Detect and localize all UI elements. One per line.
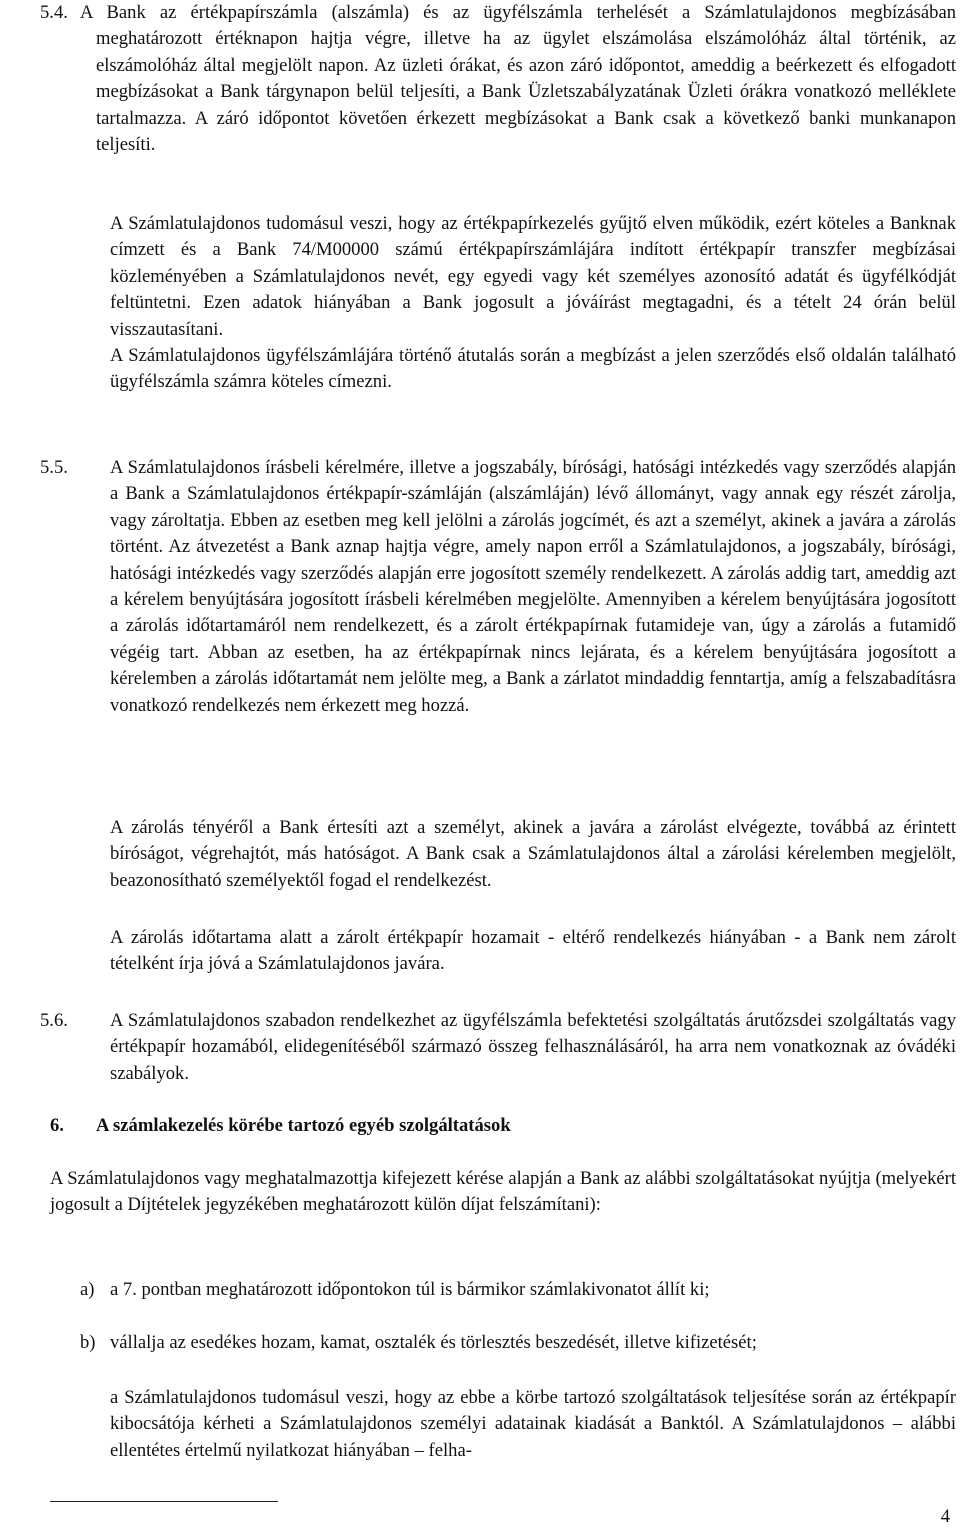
- section-6-continuation: [0, 1385, 960, 1464]
- list-item: [0, 1277, 960, 1303]
- section-number: 6.: [50, 1115, 64, 1136]
- paragraph: A Számlatulajdonos ügyfélszámlájára történő átutalás során a megbízást a jelen szerződés első oldalán található ügyfélszámla számra köteles címezni.: [110, 345, 956, 393]
- section-title: A számlakezelés körébe tartozó egyéb szolgáltatások: [96, 1115, 511, 1136]
- section-5-5: [0, 455, 960, 719]
- list-item-text: a 7. pontban meghatározott időpontokon túl is bármikor számlakivonatot állít ki;: [110, 1279, 710, 1300]
- section-6-intro: [0, 1166, 960, 1219]
- section-number: 5.4.: [40, 2, 68, 23]
- paragraph: A Számlatulajdonos szabadon rendelkezhet az ügyfélszámla befektetési szolgáltatás árutőzsdei szolgáltatás vagy értékpapír hozamából, elidegenítéséből származó összeg felhasználásáról, ha arra nem vonatkoznak az óvádéki szabályok.: [110, 1010, 956, 1084]
- section-number: 5.5.: [40, 457, 68, 478]
- section-5-5-para-2: [0, 815, 960, 894]
- paragraph: A Számlatulajdonos vagy meghatalmazottja kifejezett kérése alapján a Bank az alábbi szolgáltatásokat nyújtja (melyekért jogosult a Díjtételek jegyzékében meghatározott külön díjat felszámítani):: [50, 1168, 956, 1216]
- list-item-text: vállalja az esedékes hozam, kamat, osztalék és törlesztés beszedését, illetve kifizetését;: [110, 1332, 757, 1353]
- paragraph: A zárolás tényéről a Bank értesíti azt a személyt, akinek a javára a zárolást elvégezte, továbbá az érintett bíróságot, végrehajtót, más hatóságot. A Bank csak a Számlatulajdonos által a zárolási kérelemben megjelölt, beazonosítható személyektől fogad el rendelkezést.: [110, 817, 956, 891]
- section-5-4-para-2: [0, 211, 960, 343]
- paragraph: a Számlatulajdonos tudomásul veszi, hogy az ebbe a körbe tartozó szolgáltatások teljesítése során az értékpapír kibocsátója kérheti a Számlatulajdonos személyi adatainak kiadását a Banktól. A Számlatulajdonos – alábbi ellentétes értelmű nyilatkozat hiányában – felha-: [110, 1387, 956, 1461]
- list-item: [0, 1330, 960, 1356]
- paragraph: A zárolás időtartama alatt a zárolt értékpapír hozamait - eltérő rendelkezés hiányában - a Bank nem zárolt tételként írja jóvá a Számlatulajdonos javára.: [110, 927, 956, 975]
- section-5-5-para-3: [0, 925, 960, 978]
- section-number: 5.6.: [40, 1010, 68, 1031]
- paragraph: A Számlatulajdonos írásbeli kérelmére, illetve a jogszabály, bírósági, hatósági intézkedés vagy szerződés alapján a Bank a Számlatulajdonos értékpapír-számláján (alszámláján) lévő állományt, vagy annak egy részét zárolja, vagy zároltatja. Ebben az esetben meg kell jelölni a zárolás jogcímét, és azt a személyt, akinek a javára a zárolás történt. Az átvezetést a Bank aznap hajtja végre, amely napon erről a Számlatulajdonos, a jogszabály, bírósági, hatósági intézkedés vagy szerződés alapján erre jogosított személy rendelkezett. A zárolás addig tart, ameddig azt a kérelem benyújtására jogosított írásbeli kérelmében megjelölte. Amennyiben a kérelem benyújtására jogosított a zárolás időtartamáról nem rendelkezett, és a zárolt értékpapírnak futamideje van, úgy a zárolás a futamidő végéig tart. Abban az esetben, ha az értékpapírnak nincs lejárata, és a kérelem benyújtására jogosított a kérelemben a zárolás időtartamát nem jelölte meg, a Bank a zárlatot mindaddig fenntartja, amíg a felszabadításra vonatkozó rendelkezés nem érkezett meg hozzá.: [110, 457, 956, 716]
- list-item-label: b): [80, 1332, 96, 1353]
- list-item-label: a): [80, 1279, 95, 1300]
- paragraph: A Bank az értékpapírszámla (alszámla) és az ügyfélszámla terhelését a Számlatulajdonos megbízásában meghatározott értéknapon hajtja végre, illetve ha az ügylet elszámolása elszámolóház által történik, az elszámolóház által megjelölt napon. Az üzleti órákat, és azon záró időpontot, ameddig a beérkezett és elfogadott megbízásokat a Bank tárgynapon belül teljesíti, a Bank Üzletszabályzatának Üzleti órákra vonatkozó melléklete tartalmazza. A záró időpontot követően érkezett megbízásokat a Bank csak a következő banki munkanapon teljesíti.: [80, 2, 956, 156]
- paragraph: A Számlatulajdonos tudomásul veszi, hogy az értékpapírkezelés gyűjtő elven működik, ezért köteles a Banknak címzett és a Bank 74/M00000 számú értékpapírszámlájára indított értékpapír transzfer megbízásai közleményében a Számlatulajdonos nevét, egy egyedi vagy két személyes azonosító adatát és ügyfélkódját feltüntetni. Ezen adatok hiányában a Bank jogosult a jóváírást megtagadni, és a tételt 24 órán belül visszautasítani.: [110, 213, 956, 340]
- section-5-4-para-3: [0, 343, 960, 396]
- page-number: 4: [940, 1506, 950, 1527]
- footer-divider: [50, 1501, 278, 1502]
- section-5-6: [0, 1008, 960, 1087]
- section-5-4: [0, 0, 960, 158]
